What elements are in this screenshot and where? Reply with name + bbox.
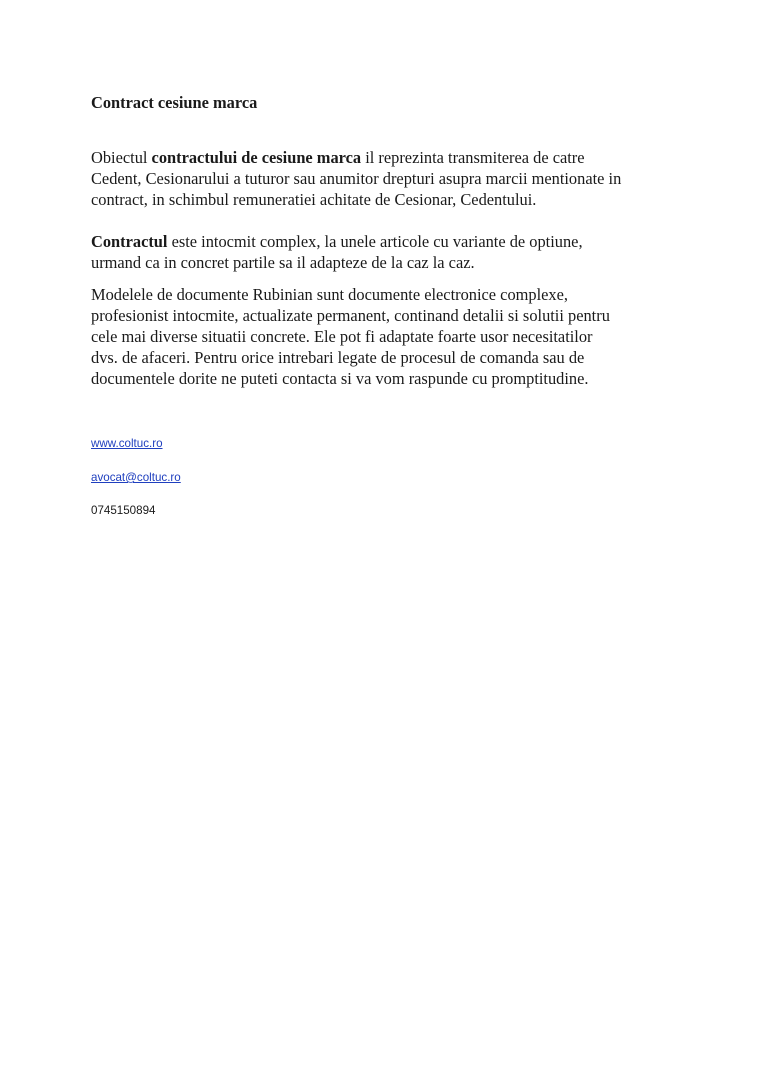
paragraph-contract <box>91 231 691 273</box>
text-fragment: este intocmit complex, la unele articole cu variante de optiune, <box>167 232 583 251</box>
paragraph-line: Cedent, Cesionarului a tuturor sau anumitor drepturi asupra marcii mentionate in <box>91 169 622 188</box>
document-title: Contract cesiune marca <box>91 93 258 112</box>
paragraph-line: Modelele de documente Rubinian sunt documente electronice complexe, <box>91 285 568 304</box>
paragraph-line <box>91 231 691 252</box>
phone-number: 0745150894 <box>91 504 156 517</box>
document-body <box>91 92 691 389</box>
paragraph-line: profesionist intocmite, actualizate permanent, continand detalii si solutii pentru <box>91 306 610 325</box>
bold-text: Contractul <box>91 232 168 251</box>
website-link[interactable]: www.coltuc.ro <box>91 437 163 450</box>
paragraph-line: cele mai diverse situatii concrete. Ele pot fi adaptate foarte usor necesitatilor <box>91 327 593 346</box>
paragraph-line: contract, in schimbul remuneratiei achitate de Cesionar, Cedentului. <box>91 190 537 209</box>
paragraph-line <box>91 147 691 168</box>
paragraph-models <box>91 284 691 389</box>
paragraph-object <box>91 147 691 210</box>
email-link[interactable]: avocat@coltuc.ro <box>91 471 181 484</box>
text-fragment: il reprezinta transmiterea de catre <box>361 148 585 167</box>
paragraph-line: urmand ca in concret partile sa il adapteze de la caz la caz. <box>91 253 475 272</box>
paragraph-line: documentele dorite ne puteti contacta si va vom raspunde cu promptitudine. <box>91 369 589 388</box>
paragraph-line: dvs. de afaceri. Pentru orice intrebari legate de procesul de comanda sau de <box>91 348 585 367</box>
text-fragment: Obiectul <box>91 148 152 167</box>
bold-text: contractului de cesiune marca <box>151 148 362 167</box>
